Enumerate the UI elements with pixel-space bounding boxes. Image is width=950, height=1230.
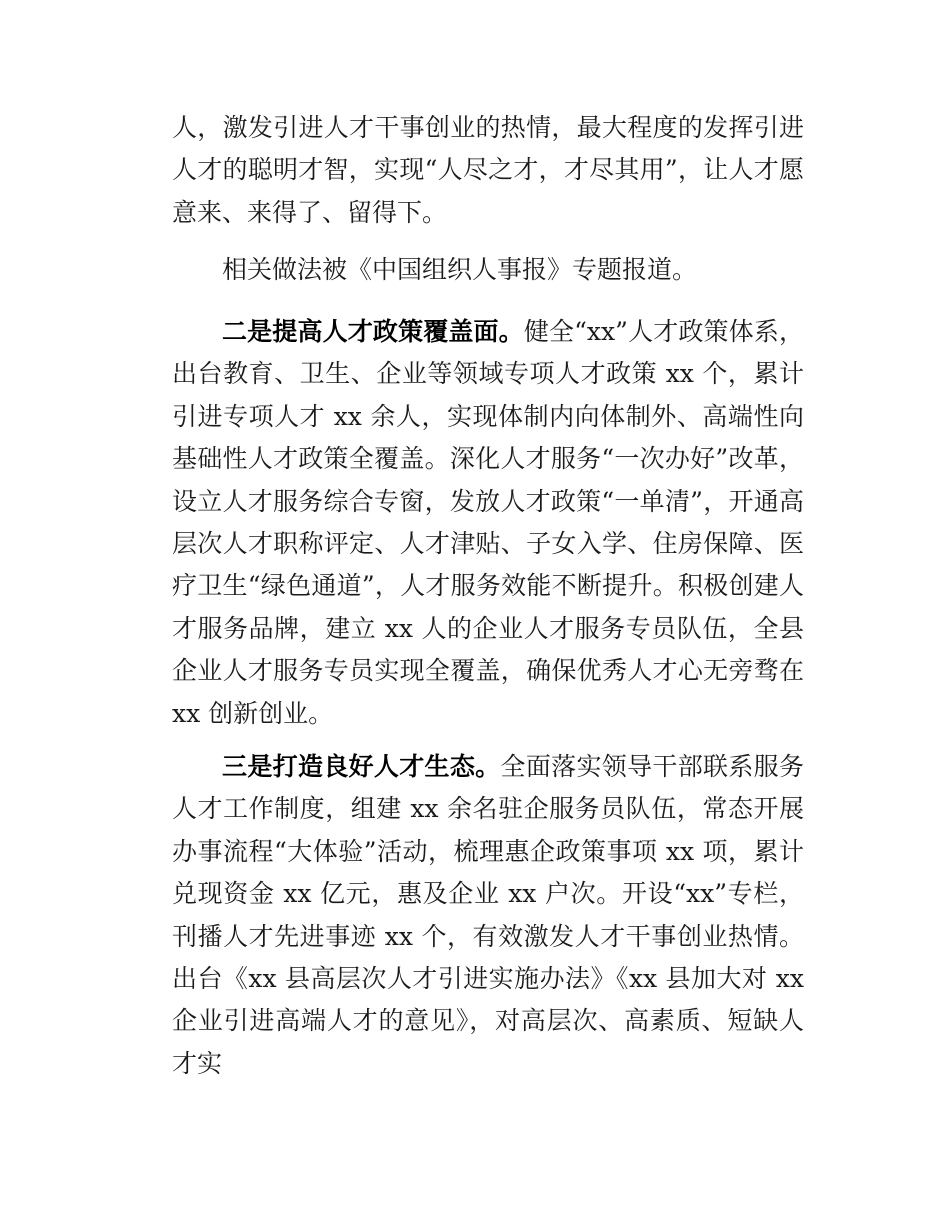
paragraph-body: 健全“xx”人才政策体系，出台教育、卫生、企业等领域专项人才政策 xx 个，累计引进专项人才 xx 余人，实现体制内向体制外、高端性向基础性人才政策全覆盖。深化人才服务“一次办好”改革，设立人才服务综合专窗，发放人才政策“一单清”，开通高层次人才职称评定、人才津贴、子女入学、住房保障、医疗卫生“绿色通道”，人才服务效能不断提升。积极创建人才服务品牌，建立 xx 人的企业人才服务专员队伍，全县企业人才服务专员实现全覆盖，确保优秀人才心无旁骛在 xx 创新创业。 — [172, 317, 804, 728]
paragraph-lead-heading: 三是打造良好人才生态。 — [222, 752, 501, 781]
paragraph-body: 全面落实领导干部联系服务人才工作制度，组建 xx 余名驻企服务员队伍，常态开展办事流程“大体验”活动，梳理惠企政策事项 xx 项，累计兑现资金 xx 亿元，惠及企业 xx 户次。开设“xx”专栏，刊播人才先进事迹 xx 个，有效激发人才干事创业热情。出台《xx 县高层次人才引进实施办法》《xx 县加大对 xx 企业引进高端人才的意见》，对高层次、高素质、短缺人才实 — [172, 752, 804, 1078]
paragraph-lead-heading: 二是提高人才政策覆盖面。 — [222, 317, 524, 346]
paragraph-policy-coverage — [172, 311, 804, 735]
paragraph-text: 人，激发引进人才干事创业的热情，最大程度的发挥引进人才的聪明才智，实现“人尽之才，才尽其用”，让人才愿意来、来得了、留得下。 — [172, 113, 804, 227]
paragraph-report-note — [172, 249, 804, 291]
paragraph-continuation — [172, 107, 804, 234]
paragraph-talent-ecology — [172, 746, 804, 1085]
paragraph-text: 相关做法被《中国组织人事报》专题报道。 — [222, 255, 698, 284]
